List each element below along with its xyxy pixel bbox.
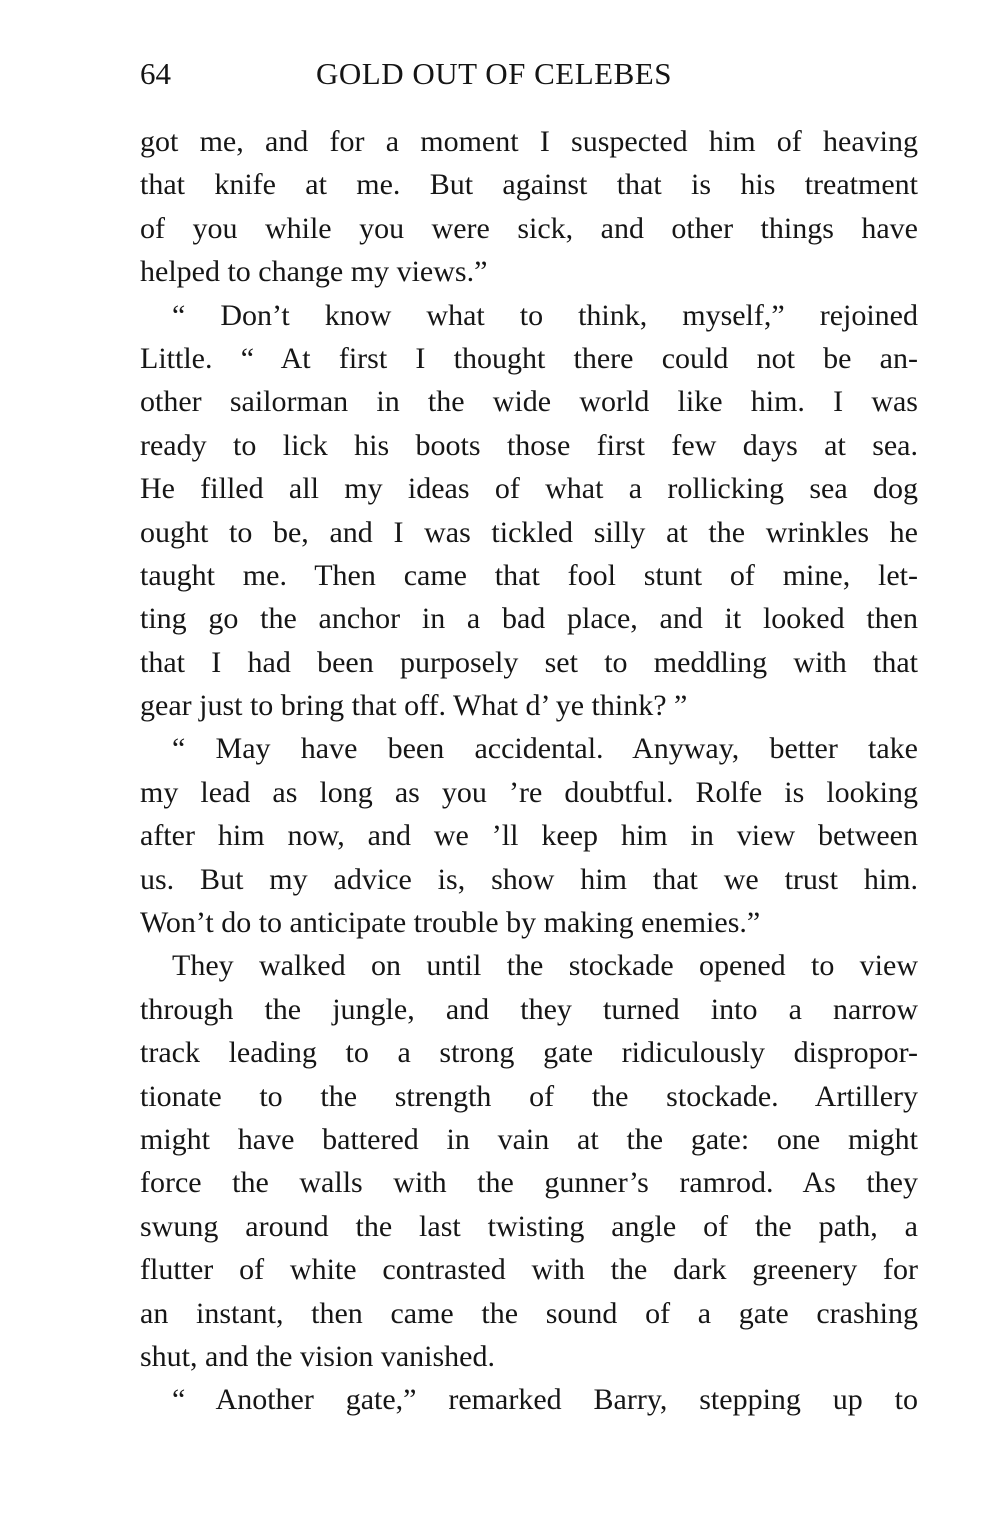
- text-line: ought to be, and I was tickled silly at the wrinkles he: [140, 515, 918, 549]
- text-line: shut, and the vision vanished.: [140, 1339, 495, 1373]
- text-line: after him now, and we ’ll keep him in view between: [140, 819, 918, 853]
- text-line: through the jungle, and they turned into a narrow: [140, 992, 918, 1026]
- text-line: helped to change my views.”: [140, 255, 488, 289]
- paragraph: [140, 727, 918, 944]
- paragraph: [140, 944, 918, 1378]
- text-line: us. But my advice is, show him that we trust him.: [140, 862, 918, 896]
- text-line: my lead as long as you ’re doubtful. Rolfe is looking: [140, 775, 918, 809]
- text-line: track leading to a strong gate ridiculously dispropor-: [140, 1036, 918, 1070]
- text-line: Little. “ At first I thought there could not be an-: [140, 341, 918, 375]
- text-line: of you while you were sick, and other things have: [140, 211, 918, 245]
- text-line: gear just to bring that off. What d’ ye think? ”: [140, 689, 688, 723]
- text-line: He filled all my ideas of what a rollicking sea dog: [140, 472, 918, 506]
- body-text: [140, 120, 918, 1422]
- paragraph: [140, 120, 918, 294]
- text-line: that I had been purposely set to meddling with that: [140, 645, 918, 679]
- running-title: GOLD OUT OF CELEBES: [316, 56, 672, 91]
- text-line: got me, and for a moment I suspected him of heaving: [140, 125, 918, 158]
- text-line: might have battered in vain at the gate: one might: [140, 1122, 918, 1156]
- text-line: an instant, then came the sound of a gate crashing: [140, 1296, 918, 1330]
- page-number: 64: [140, 56, 171, 91]
- paragraph: [140, 294, 918, 728]
- text-line: that knife at me. But against that is his treatment: [140, 168, 918, 202]
- text-line: force the walls with the gunner’s ramrod. As they: [140, 1166, 918, 1200]
- text-line: ready to lick his boots those first few days at sea.: [140, 428, 918, 462]
- text-line: ting go the anchor in a bad place, and it looked then: [140, 602, 918, 636]
- text-line: flutter of white contrasted with the dark greenery for: [140, 1253, 918, 1287]
- running-head: [140, 56, 920, 104]
- text-line: “ Don’t know what to think, myself,” rejoined: [172, 298, 918, 332]
- text-line: Won’t do to anticipate trouble by making enemies.”: [140, 906, 761, 940]
- paragraph: [140, 1378, 918, 1421]
- text-line: taught me. Then came that fool stunt of mine, let-: [140, 558, 918, 592]
- text-line: “ May have been accidental. Anyway, better take: [172, 732, 918, 766]
- text-line: “ Another gate,” remarked Barry, stepping up to: [172, 1383, 918, 1417]
- text-line: other sailorman in the wide world like him. I was: [140, 385, 918, 419]
- text-line: They walked on until the stockade opened to view: [172, 949, 918, 983]
- text-line: swung around the last twisting angle of the path, a: [140, 1209, 918, 1243]
- text-line: tionate to the strength of the stockade. Artillery: [140, 1079, 918, 1113]
